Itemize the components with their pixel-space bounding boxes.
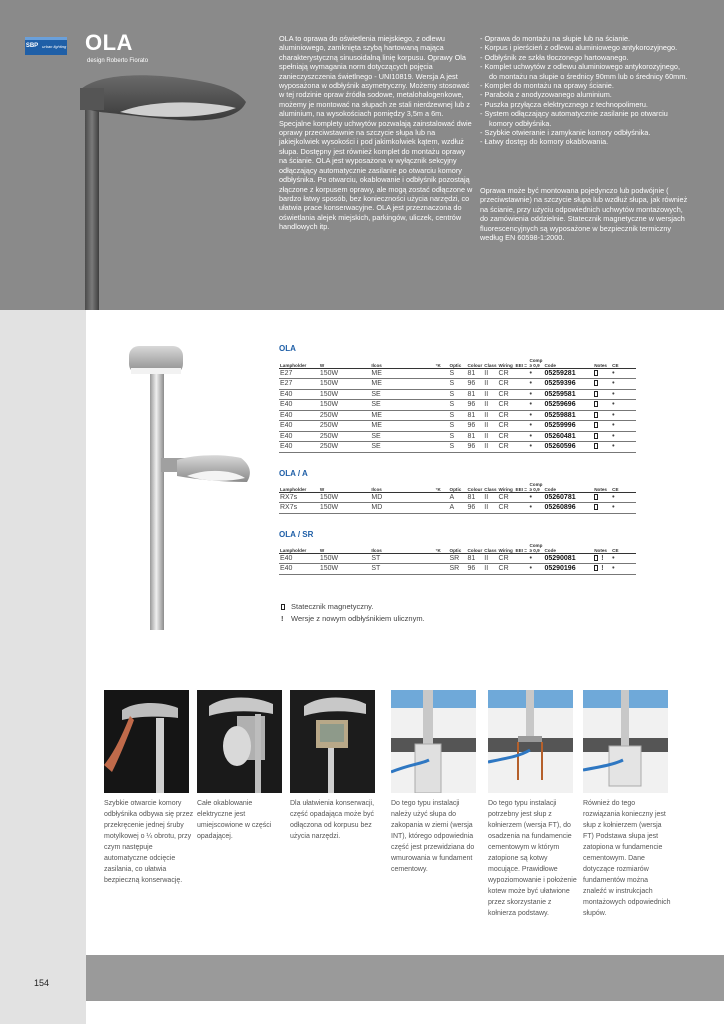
photo-wiring — [197, 690, 282, 793]
table-cell: • — [611, 442, 636, 453]
table-cell: II — [483, 389, 497, 400]
table-cell: 05259581 — [543, 389, 593, 400]
spec-table-body — [279, 553, 636, 574]
table-cell: RX7s — [279, 503, 319, 514]
th-comp: Comp ≥ 0,9 — [528, 354, 543, 368]
th-lampholder: Lampholder — [279, 539, 319, 553]
table-cell: ME — [370, 421, 434, 432]
table-cell: MD — [370, 492, 434, 503]
table-header-row — [279, 539, 636, 553]
table-cell: 81 — [466, 389, 483, 400]
table-cell: E40 — [279, 421, 319, 432]
table-cell: 150W — [319, 368, 371, 379]
table-cell: 05260781 — [543, 492, 593, 503]
feature-item: - Oprawa do montażu na słupie lub na ścianie. — [480, 34, 690, 43]
notes-cell — [593, 400, 611, 411]
table-cell: 150W — [319, 503, 371, 514]
table-cell: 05259396 — [543, 379, 593, 390]
th-optic: Optic — [449, 539, 467, 553]
table-cell: 150W — [319, 564, 371, 575]
table-cell: 150W — [319, 379, 371, 390]
table-cell: CR — [498, 389, 515, 400]
table-cell: CR — [498, 553, 515, 564]
exclamation-icon: ! — [281, 614, 284, 623]
table-cell: E40 — [279, 431, 319, 442]
table-cell — [515, 400, 529, 411]
table-cell: E27 — [279, 368, 319, 379]
table-cell — [515, 389, 529, 400]
left-sidebar-band — [0, 310, 86, 1024]
th-k: °K — [435, 354, 449, 368]
caption-5: Do tego typu instalacji potrzebny jest słup z kołnierzem (wersja FT), do osadzenia na fundamencie cementowym w którym zatopione są kotwy mocujące. Prawidłowe wypoziomowanie i położenie kotew może być ułatwione przez skorzystanie z kołnierza podstawy. — [488, 800, 577, 917]
table-cell: S — [449, 442, 467, 453]
product-pole-image — [115, 340, 255, 630]
exclamation-icon: ! — [601, 565, 604, 573]
table-cell — [515, 410, 529, 421]
photo-detachable-part — [290, 690, 375, 793]
legend-ballast — [281, 602, 373, 611]
table-cell: II — [483, 503, 497, 514]
table-cell: 81 — [466, 431, 483, 442]
th-colour: Colour — [466, 478, 483, 492]
table-cell: II — [483, 564, 497, 575]
feature-item: - Szybkie otwieranie i zamykanie komory odbłyśnika. — [480, 128, 690, 137]
spec-table-ola-sr — [279, 539, 636, 575]
legend-ballast-text: Statecznik magnetyczny. — [291, 602, 374, 611]
table-cell: 81 — [466, 492, 483, 503]
ce-icon: CE — [611, 539, 636, 553]
page-number: 154 — [34, 978, 50, 988]
feature-item: - Parabola z anodyzowanego aluminium. — [480, 90, 690, 99]
ballast-icon — [594, 380, 598, 386]
th-code: Code — [543, 354, 593, 368]
table-cell: ST — [370, 564, 434, 575]
feature-item: - Komplet uchwytów z odlewu aluminiowego antykorozyjnego, do montażu na słupie o średnicy 90mm lub o średnicy 60mm. — [480, 62, 690, 81]
table-cell: • — [611, 492, 636, 503]
table-cell — [435, 379, 449, 390]
feature-item: - Odbłyśnik ze szkła tłoczonego hartowanego. — [480, 53, 690, 62]
ballast-icon — [594, 370, 598, 376]
table-cell: 250W — [319, 442, 371, 453]
spec-table-ola-a — [279, 478, 636, 514]
th-code: Code — [543, 539, 593, 553]
table-cell: S — [449, 389, 467, 400]
notes-cell — [593, 492, 611, 503]
features-note: Oprawa może być montowana pojedynczo lub podwójnie ( przeciwstawnie) na szczycie słupa lub wzdłuż słupa, jak również na ścianie, przy użyciu odpowiednich uchwytów montażowych, do zamówienia oddzielnie. Statecznik magnetyczne w wersjach fluorescencyjnych są wyposażone w bezpiecznik termiczny według EN 60598-1:2000. — [480, 186, 688, 243]
table-row — [279, 442, 636, 453]
table-cell: II — [483, 368, 497, 379]
caption-6: Również do tego rozwiązania konieczny jest słup z kołnierzem (wersja FT) Podstawa słupa jest zatopiona w fundamencie cementowym. Dane dotyczące rozmiarów fundamentów można znaleźć w instrukcjach montażowych odpowiednich słupów. — [583, 800, 671, 917]
caption-3: Dla ułatwienia konserwacji, część opadająca może być odłączona od korpusu bez użycia narzędzi. — [290, 800, 375, 840]
table-cell — [515, 553, 529, 564]
table-cell: CR — [498, 410, 515, 421]
ballast-icon — [594, 555, 598, 561]
th-w: W — [319, 354, 371, 368]
table-cell: S — [449, 400, 467, 411]
table-cell: E40 — [279, 553, 319, 564]
bottom-band — [86, 955, 724, 1001]
table-row — [279, 431, 636, 442]
table-cell: 96 — [466, 421, 483, 432]
ballast-icon — [594, 422, 598, 428]
table-cell — [515, 492, 529, 503]
th-w: W — [319, 539, 371, 553]
table-cell: CR — [498, 492, 515, 503]
table-cell: CR — [498, 368, 515, 379]
th-ilcos: Ilcos — [370, 354, 434, 368]
table-cell — [435, 503, 449, 514]
notes-cell — [593, 389, 611, 400]
table-cell: CR — [498, 421, 515, 432]
table-cell — [435, 553, 449, 564]
th-ilcos: Ilcos — [370, 539, 434, 553]
section-title-ola-a: OLA / A — [279, 469, 308, 478]
table-header-row — [279, 354, 636, 368]
ballast-icon — [594, 433, 598, 439]
th-k: °K — [435, 539, 449, 553]
table-cell: • — [528, 410, 543, 421]
table-cell: 05259696 — [543, 400, 593, 411]
table-cell: SE — [370, 389, 434, 400]
spec-table-body — [279, 368, 636, 452]
table-cell: ME — [370, 410, 434, 421]
ce-icon: CE — [611, 354, 636, 368]
table-cell — [435, 389, 449, 400]
table-cell — [435, 368, 449, 379]
spec-table-ola — [279, 354, 636, 453]
feature-item: - Puszka przyłącza elektrycznego z technopolimeru. — [480, 100, 690, 109]
ce-icon: CE — [611, 478, 636, 492]
th-comp: Comp ≥ 0,9 — [528, 539, 543, 553]
notes-cell — [593, 431, 611, 442]
table-cell: • — [528, 368, 543, 379]
table-row — [279, 400, 636, 411]
ballast-icon — [594, 401, 598, 407]
table-cell: A — [449, 503, 467, 514]
th-notes: Notes — [593, 478, 611, 492]
legend-reflector-text: Wersje z nowym odbłyśnikiem ulicznym. — [291, 614, 425, 623]
table-cell: SR — [449, 564, 467, 575]
th-comp: Comp ≥ 0,9 — [528, 478, 543, 492]
table-cell: CR — [498, 400, 515, 411]
feature-item: - Łatwy dostęp do komory okablowania. — [480, 137, 690, 146]
table-cell: • — [611, 564, 636, 575]
table-row — [279, 389, 636, 400]
caption-1: Szybkie otwarcie komory odbłyśnika odbywa się przez przekręcenie jednej śruby motylkowej o ¼ obrotu, przy czym następuje automatyczne odcięcie zasilania, co ułatwia bezpieczną konserwację. — [104, 800, 194, 884]
th-optic: Optic — [449, 478, 467, 492]
th-colour: Colour — [466, 354, 483, 368]
table-cell: • — [528, 553, 543, 564]
photo-installation-ft-embedded — [583, 690, 668, 793]
table-cell: • — [611, 400, 636, 411]
table-cell: II — [483, 410, 497, 421]
table-cell: E40 — [279, 410, 319, 421]
table-cell: 81 — [466, 553, 483, 564]
photo-installation-ft — [488, 690, 573, 793]
th-code: Code — [543, 478, 593, 492]
th-wiring: Wiring — [498, 478, 515, 492]
table-cell: • — [528, 431, 543, 442]
notes-cell — [593, 410, 611, 421]
table-cell: E27 — [279, 379, 319, 390]
table-cell: RX7s — [279, 492, 319, 503]
exclamation-icon: ! — [601, 554, 604, 562]
table-cell: 150W — [319, 400, 371, 411]
table-cell: 05259281 — [543, 368, 593, 379]
th-eei: EEI = — [515, 539, 529, 553]
table-cell: A — [449, 492, 467, 503]
table-cell: • — [528, 492, 543, 503]
table-cell: 05260481 — [543, 431, 593, 442]
table-row — [279, 368, 636, 379]
th-optic: Optic — [449, 354, 467, 368]
table-cell: CR — [498, 503, 515, 514]
table-cell: ME — [370, 368, 434, 379]
table-cell: • — [611, 503, 636, 514]
th-wiring: Wiring — [498, 354, 515, 368]
th-class: Class — [483, 354, 497, 368]
table-cell: S — [449, 421, 467, 432]
table-cell: 250W — [319, 421, 371, 432]
table-cell: • — [528, 421, 543, 432]
notes-cell — [593, 421, 611, 432]
photo-installation-int — [391, 690, 476, 793]
table-cell: 81 — [466, 410, 483, 421]
product-title: OLA — [85, 30, 133, 55]
table-row — [279, 492, 636, 503]
caption-2: Całe okablowanie elektryczne jest umiejscowione w części opadającej. — [197, 800, 272, 840]
table-cell: • — [528, 389, 543, 400]
table-cell: 250W — [319, 431, 371, 442]
spec-table-body — [279, 492, 636, 513]
table-cell — [435, 431, 449, 442]
feature-item: - Korpus i pierścień z odlewu aluminiowego antykorozyjnego. — [480, 43, 690, 52]
table-cell: 150W — [319, 492, 371, 503]
table-cell: S — [449, 368, 467, 379]
table-cell — [435, 442, 449, 453]
table-cell — [515, 503, 529, 514]
th-w: W — [319, 478, 371, 492]
table-row — [279, 564, 636, 575]
notes-cell — [593, 379, 611, 390]
ballast-icon — [594, 494, 598, 500]
table-cell: 96 — [466, 379, 483, 390]
table-cell: 250W — [319, 410, 371, 421]
table-cell — [515, 442, 529, 453]
table-cell: S — [449, 431, 467, 442]
table-cell: S — [449, 410, 467, 421]
th-k: °K — [435, 478, 449, 492]
table-cell — [515, 368, 529, 379]
ballast-icon — [594, 391, 598, 397]
table-cell — [435, 410, 449, 421]
legend-new-reflector — [281, 614, 425, 623]
th-notes: Notes — [593, 354, 611, 368]
th-lampholder: Lampholder — [279, 354, 319, 368]
notes-cell — [593, 503, 611, 514]
table-cell: SE — [370, 442, 434, 453]
table-cell — [515, 564, 529, 575]
table-cell: II — [483, 431, 497, 442]
table-cell: II — [483, 400, 497, 411]
hero-luminaire-image — [60, 72, 260, 310]
th-class: Class — [483, 478, 497, 492]
table-cell: SE — [370, 400, 434, 411]
table-cell: E40 — [279, 564, 319, 575]
table-row — [279, 421, 636, 432]
table-cell: 05290196 — [543, 564, 593, 575]
table-cell: 96 — [466, 400, 483, 411]
table-cell: 05259881 — [543, 410, 593, 421]
table-cell: 96 — [466, 564, 483, 575]
table-cell — [435, 400, 449, 411]
table-cell: II — [483, 492, 497, 503]
table-cell: • — [611, 389, 636, 400]
notes-cell — [593, 368, 611, 379]
table-cell: • — [611, 431, 636, 442]
table-cell: • — [611, 410, 636, 421]
ballast-icon — [594, 565, 598, 571]
ballast-icon — [281, 604, 285, 610]
th-ilcos: Ilcos — [370, 478, 434, 492]
table-cell: • — [528, 503, 543, 514]
table-row — [279, 503, 636, 514]
th-lampholder: Lampholder — [279, 478, 319, 492]
table-cell: • — [611, 421, 636, 432]
table-cell: II — [483, 553, 497, 564]
logo-subtext: urban lighting — [42, 43, 67, 49]
table-cell — [515, 379, 529, 390]
table-cell: MD — [370, 503, 434, 514]
section-title-ola-sr: OLA / SR — [279, 530, 314, 539]
table-cell: ST — [370, 553, 434, 564]
ballast-icon — [594, 443, 598, 449]
section-title-ola: OLA — [279, 344, 296, 353]
notes-cell — [593, 442, 611, 453]
table-cell: E40 — [279, 442, 319, 453]
table-cell: • — [528, 564, 543, 575]
table-cell: E40 — [279, 400, 319, 411]
table-cell: 05290081 — [543, 553, 593, 564]
table-cell: 150W — [319, 389, 371, 400]
intro-description: OLA to oprawa do oświetlenia miejskiego, z odlewu aluminiowego, zamknięta szybą hartowaną mająca charakterystyczną sinusoidalną linię korpusu. Oprawy Ola spełniają wymagania norm dotyczących pojęcia zanieczyszczenia świetlnego - UNI10819. Wersja A jest wyposażona w odbłyśnik asymetryczny. Możemy stosować w tej rodzinie opraw źródła sodowe, metalohalogenkowe, możemy je montować na słupach ze stali nierdzewnej lub z aluminium, na wysokościach pomiędzy 3,5m a 6m. Specjalne komplety uchwytów pozwalają zainstalować dwie oprawy przeciwstawnie na szczycie słupa lub na jakiejkolwiek wysokości i pod jakimkolwiek kątem, wzdłuż słupa. Dostępny jest również komplet do montażu oprawy na ścianie. OLA jest wyposażona w wyłącznik sekcyjny odłączający automatycznie zasilanie po otwarciu komory odbłyśnika. Po otwarciu, okablowanie i odbłyśnik pozostają złączone z korpusem oprawy, ale mogą zostać odłączone w bardzo łatwy sposób, bez konieczności użycia narzędzi, co ułatwia prace konserwacyjne. OLA jest przeznaczona do oświetlania alejek miejskich, parkingów, uliczek, centrów handlowych itp. — [279, 34, 473, 232]
features-list — [480, 34, 690, 147]
table-cell: CR — [498, 379, 515, 390]
table-cell: • — [528, 442, 543, 453]
logo-text: SBP — [25, 43, 39, 49]
table-cell: 96 — [466, 503, 483, 514]
photo-opening-compartment — [104, 690, 189, 793]
th-eei: EEI = — [515, 478, 529, 492]
table-cell: • — [528, 400, 543, 411]
table-row — [279, 379, 636, 390]
table-cell: SR — [449, 553, 467, 564]
sbp-logo — [25, 37, 67, 55]
feature-item: - Komplet do montażu na oprawy ścianie. — [480, 81, 690, 90]
table-cell: • — [611, 368, 636, 379]
table-cell — [515, 431, 529, 442]
table-row — [279, 410, 636, 421]
caption-4: Do tego typu instalacji należy użyć słupa do zakopania w ziemi (wersja INT), którego odpowiednia część jest przewidziana do wmurowania w fundament cementowy. — [391, 800, 475, 873]
th-notes: Notes — [593, 539, 611, 553]
table-cell: • — [528, 379, 543, 390]
th-eei: EEI = — [515, 354, 529, 368]
table-cell: 05260896 — [543, 503, 593, 514]
table-row — [279, 553, 636, 564]
table-cell — [435, 492, 449, 503]
table-cell: ME — [370, 379, 434, 390]
table-cell: CR — [498, 431, 515, 442]
table-cell: • — [611, 379, 636, 390]
ballast-icon — [594, 504, 598, 510]
table-cell: 81 — [466, 368, 483, 379]
table-cell: S — [449, 379, 467, 390]
table-cell: CR — [498, 564, 515, 575]
table-cell: 05260596 — [543, 442, 593, 453]
table-cell — [435, 564, 449, 575]
table-cell — [435, 421, 449, 432]
th-wiring: Wiring — [498, 539, 515, 553]
table-cell: II — [483, 442, 497, 453]
table-header-row — [279, 478, 636, 492]
table-cell: CR — [498, 442, 515, 453]
table-cell: E40 — [279, 389, 319, 400]
th-class: Class — [483, 539, 497, 553]
designer-credit: design Roberto Fiorato — [87, 58, 149, 64]
feature-item: - System odłączający automatycznie zasilanie po otwarciu komory odbłyśnika. — [480, 109, 690, 128]
table-cell: 05259996 — [543, 421, 593, 432]
notes-cell — [593, 564, 611, 575]
table-cell: II — [483, 379, 497, 390]
table-cell: 96 — [466, 442, 483, 453]
table-cell: 150W — [319, 553, 371, 564]
table-cell: SE — [370, 431, 434, 442]
ballast-icon — [594, 412, 598, 418]
th-colour: Colour — [466, 539, 483, 553]
notes-cell — [593, 553, 611, 564]
table-cell: • — [611, 553, 636, 564]
table-cell: II — [483, 421, 497, 432]
table-cell — [515, 421, 529, 432]
